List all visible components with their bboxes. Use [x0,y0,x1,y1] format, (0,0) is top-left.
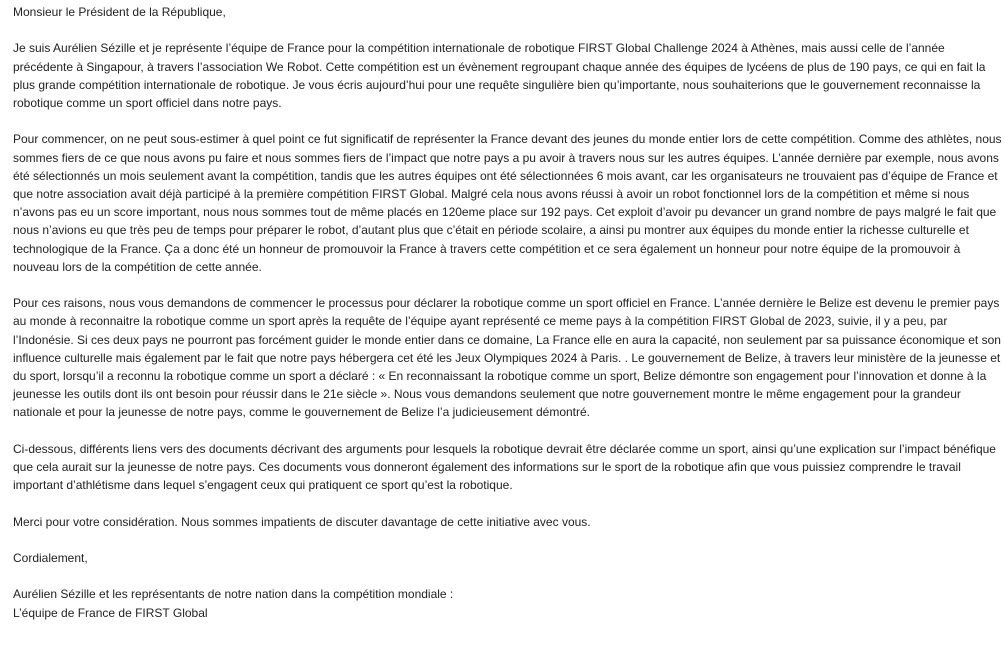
signature-line-1: Aurélien Sézille et les représentants de notre nation dans la compétition mondiale : [13,587,454,602]
paragraph-intro: Je suis Aurélien Sézille et je représente l’équipe de France pour la compétition internationale de robotique FIRST Global Challenge 2024 à Athènes, mais aussi celle de l’année précédente à Singapour, à travers l’association We Robot. Cette compétition est un évènement regroupant chaque année des équipes de lycéens de plus de 190 pays, ce qui en fait la plus grande compétition internationale de robotique. Je vous écris aujourd’hui pour une requête singulière bien qu’importante, nous souhaiterions que le gouvernement reconnaisse la robotique comme un sport officiel dans notre pays. [13,41,986,110]
paragraph-thanks: Merci pour votre considération. Nous sommes impatients de discuter davantage de cette initiative avec vous. [13,514,591,529]
salutation: Monsieur le Président de la République, [13,5,226,19]
signature-line-2: L’équipe de France de FIRST Global [13,605,208,620]
paragraph-request: Pour ces raisons, nous vous demandons de commencer le processus pour déclarer la robotique comme un sport officiel en France. L’année dernière le Belize est devenu le premier pays au monde à reconnaitre la robotique comme un sport après la requête de l’équipe ayant représenté ce meme pays à la compétition FIRST Global de 2023, suivie, il y a peu, par l’Indonésie. Si ces deux pays ne pourront pas forcément guider le monde entier dans ce domaine, La France elle en aura la capacité, non seulement par sa puissance économique et son influence culturelle mais également par le fait que notre pays hébergera cet été les Jeux Olympiques 2024 à Paris. . Le gouvernement de Belize, à travers leur ministère de la jeunesse et du sport, lorsqu’il a reconnu la robotique comme un sport a déclaré : « En reconnaissant la robotique comme un sport, Belize démontre son engagement pour l’innovation et donne à la jeunesse les outils dont ils ont besoin pour réussir dans le 21e siècle ». Nous vous demandons seulement que notre gouvernement montre le même engagement pour la grandeur nationale et pour la jeunesse de notre pays, comme le gouvernement de Belize l’a judicieusement démontré. [13,296,1001,420]
paragraph-significance: Pour commencer, on ne peut sous-estimer à quel point ce fut significatif de représenter la France devant des jeunes du monde entier lors de cette compétition. Comme des athlètes, nous sommes fiers de ce que nous avons pu faire et nous sommes fiers de l’impact que notre pays a pu avoir à travers nous sur les autres équipes. L’année dernière par exemple, nous avons été sélectionnés un mois seulement avant la compétition, tandis que les autres équipes ont été sélectionnées 6 mois avant, car les organisateurs ne trouvaient pas d’équipe de France et que notre association avait déjà participé à la première compétition FIRST Global. Malgré cela nous avons réussi à avoir un robot fonctionnel lors de la compétition et même si nous n’avons pas eu un score important, nous nous sommes tout de même placés en 120eme place sur 192 pays. Cet exploit d’avoir pu devancer un grand nombre de pays malgré le fait que nous n’avions eu que très peu de temps pour préparer le robot, d’autant plus que c’était en période scolaire, a ainsi pu montrer aux équipes du monde entier la richesse culturelle et technologique de la France. Ça a donc été un honneur de promouvoir la France à travers cette compétition et ce sera également un honneur pour notre équipe de la promouvoir à nouveau lors de la compétition de cette année. [13,132,1002,274]
closing: Cordialement, [13,551,88,565]
paragraph-documents: Ci-dessous, différents liens vers des documents décrivant des arguments pour lesquels la robotique devrait être déclarée comme un sport, ainsi qu’une explication sur l’impact bénéfique que cela aurait sur la jeunesse de notre pays. Ces documents vous donneront également des informations sur le sport de la robotique afin que vous puissiez comprendre le travail important d’athlétisme dans lequel s’engagent ceux qui pratiquent ce sport qu’est la robotique. [13,441,996,493]
signature-block [13,585,1002,621]
